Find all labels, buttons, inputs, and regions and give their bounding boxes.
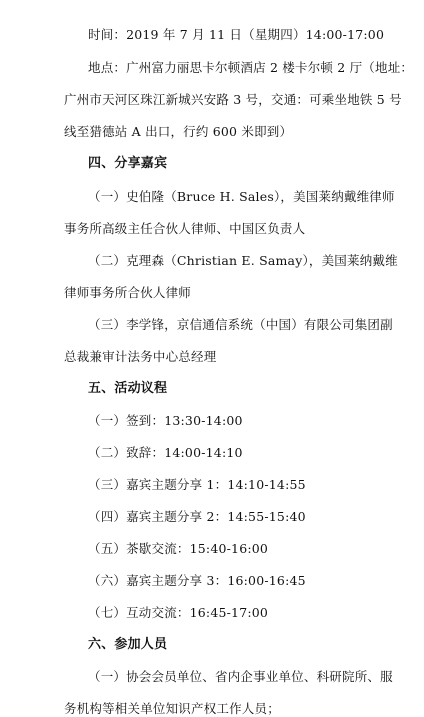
guest-item-continued: 律师事务所合伙人律师 <box>64 285 192 300</box>
event-time: 时间：2019 年 7 月 11 日（星期四）14:00-17:00 <box>88 27 385 42</box>
guest-item: （二）克理森（Christian E. Samay），美国莱纳戴维 <box>88 253 398 268</box>
section-title-agenda: 五、活动议程 <box>88 381 168 396</box>
agenda-item: （三）嘉宾主题分享 1：14:10-14:55 <box>88 477 306 492</box>
event-location-continued: 线至猎德站 A 出口，行约 600 米即到） <box>64 124 293 139</box>
guest-item: （三）李学锋，京信通信系统（中国）有限公司集团副 <box>88 317 393 332</box>
agenda-item: （五）茶歇交流：15:40-16:00 <box>88 541 269 556</box>
attendees-item: （一）协会会员单位、省内企事业单位、科研院所、服 <box>88 669 393 684</box>
agenda-item: （二）致辞：14:00-14:10 <box>88 445 243 460</box>
attendees-item-continued: 务机构等相关单位知识产权工作人员； <box>64 701 280 716</box>
agenda-item: （一）签到：13:30-14:00 <box>88 413 243 428</box>
guest-item: （一）史伯隆（Bruce H. Sales），美国莱纳戴维律师 <box>88 189 395 204</box>
section-title-guests: 四、分享嘉宾 <box>88 156 168 171</box>
agenda-item: （六）嘉宾主题分享 3：16:00-16:45 <box>88 573 306 588</box>
guest-item-continued: 总裁兼审计法务中心总经理 <box>64 349 217 364</box>
event-location: 地点：广州富力丽思卡尔顿酒店 2 楼卡尔顿 2 厅（地址： <box>88 60 414 75</box>
section-title-attendees: 六、参加人员 <box>88 637 168 652</box>
guest-item-continued: 事务所高级主任合伙人律师、中国区负责人 <box>64 221 306 236</box>
agenda-item: （四）嘉宾主题分享 2：14:55-15:40 <box>88 509 306 524</box>
event-location-continued: 广州市天河区珠江新城兴安路 3 号，交通：可乘坐地铁 5 号 <box>64 92 402 107</box>
agenda-item: （七）互动交流：16:45-17:00 <box>88 605 269 620</box>
